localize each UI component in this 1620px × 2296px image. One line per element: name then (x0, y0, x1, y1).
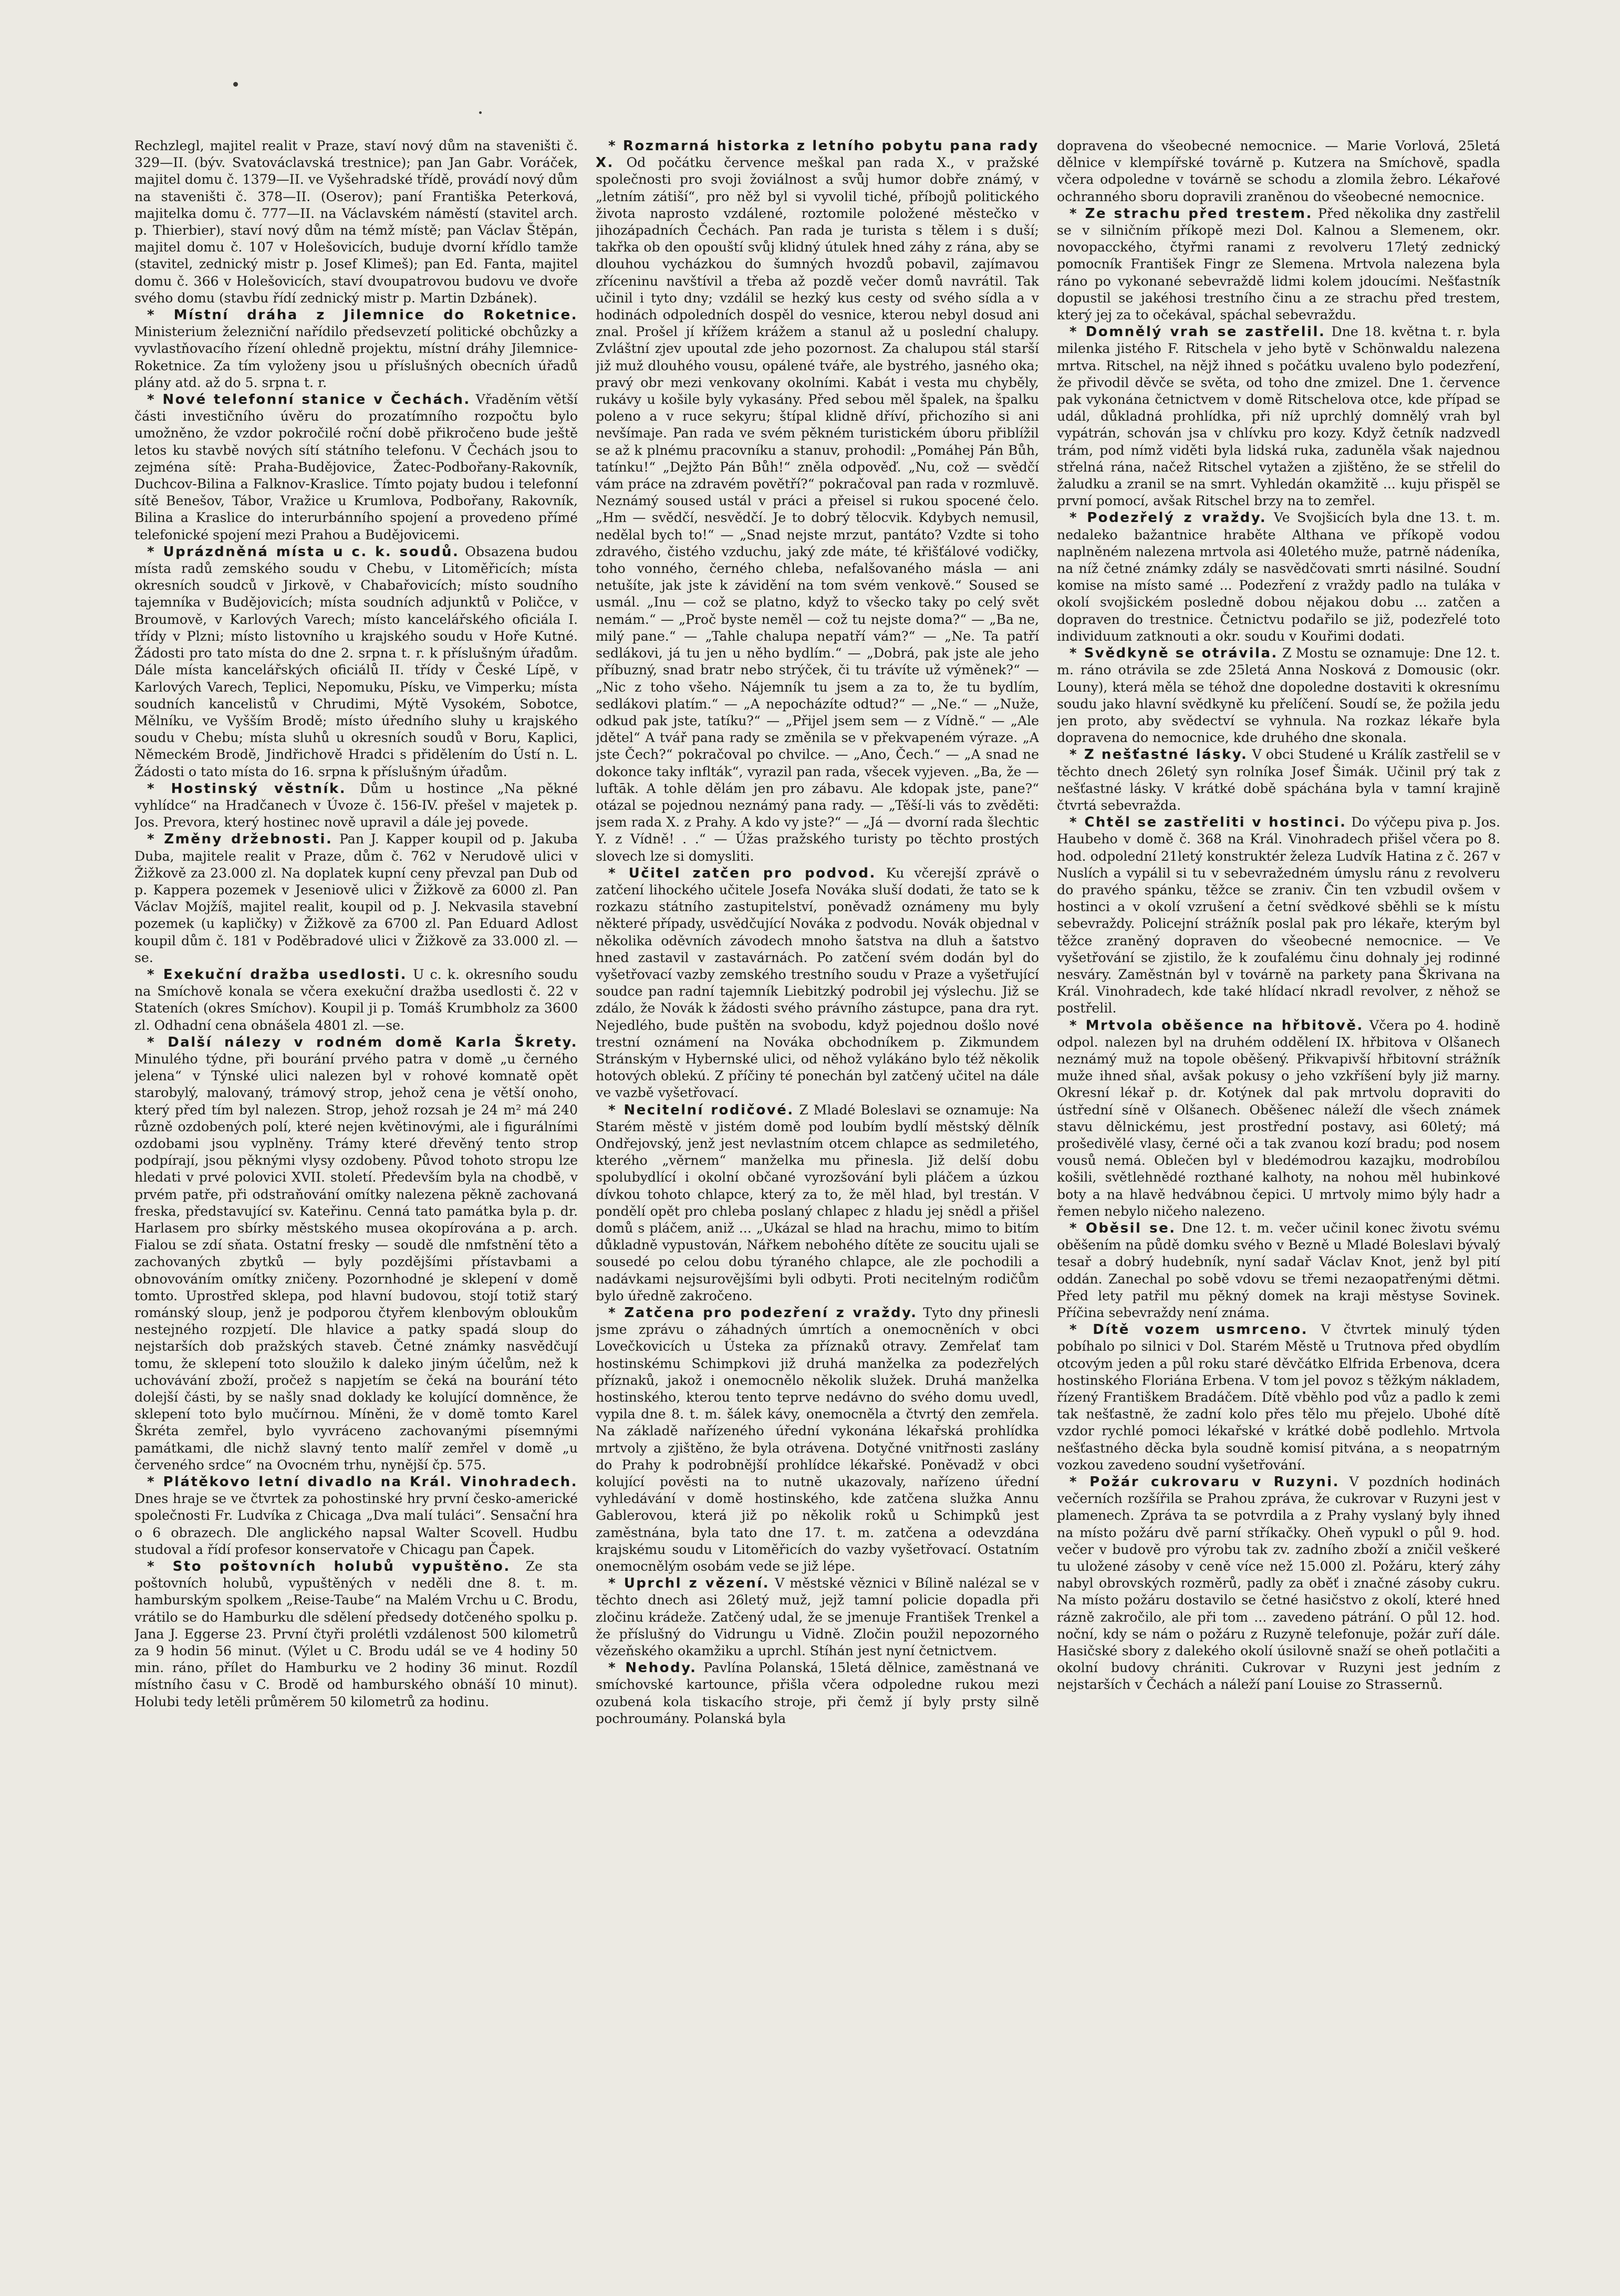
article-body: Včera po 4. hodině odpol. nalezen byl na druhém oddělení IX. hřbitova v Olšanech neznámý muž na topole oběšený. Přikvapivší hřbitovní strážník muže ihned sňal, avšak pokusy o jeho vzkříšení byly již marny. Okresní lékař p. dr. Kotýnek dal pak mrtvolu dopraviti do ústřední síně v Olšanech. Oběšenec náleží dle všech známek stavu dělnickému, jest prostřední postavy, asi 60letý; má prošedivělé vlasy, černé oči a tak zvanou kozí bradu; pod nosem vousů nemá. Oblečen byl v bledémodrou kazajku, modrobílou košili, světlehnědé rozthané kalhoty, na nohou měl hubinkové boty a na hlavě hedvábnou čepici. U mrtvoly mimo býly hadr a řemen nebylo ničeho nalezeno. (1057, 1017, 1500, 1219)
article-body: Pavlína Polanská, 15letá dělnice, zaměstnaná ve smíchovské kartounce, přišla včera odpoledne rukou mezi ozubená kola tiskacího stroje, při čemž jí byly prsty silně pochroumány. Polanská byla (596, 1660, 1039, 1726)
column-3 (1057, 138, 1500, 2233)
article-heading: * Oběsil se. (1069, 1220, 1176, 1236)
article-heading: * Zatčena pro podezření z vraždy. (608, 1305, 918, 1321)
article (134, 780, 578, 831)
article-heading: * Učitel zatčen pro podvod. (608, 865, 876, 881)
article-heading: * Hostinský věstník. (147, 781, 346, 797)
article-heading: * Změny držebnosti. (147, 831, 333, 847)
article-body: dopravena do všeobecné nemocnice. — Marie Vorlová, 25letá dělnice v klempířské továrně p. Kutzera na Smíchově, spadla včera odpoledne v továrně se schodu a zlomila žebro. Lékařové ochranného sboru dopravili zraněnou do všeobecné nemocnice. (1057, 138, 1500, 204)
article (134, 391, 578, 544)
article (134, 966, 578, 1034)
article-body: V obci Studené u Králík zastřelil se v těchto dnech 26letý syn rolníka Josef Šimák. Učinil prý tak z nešťastné lásky. V krátké době spáchána byla v tamní krajině čtvrtá sebevražda. (1057, 747, 1500, 813)
article-body: Ve Svojšicích byla dne 13. t. m. nedaleko bažantnice hraběte Althana ve příkopě vodou naplněném nalezena mrtvola asi 40letého muže, patrně nádeníka, na níž četné známky zdály se nasvědčovati smrti násilné. Soudní komise na místo samé ... Podezření z vraždy padlo na tuláka v okolí svojšickém posledně dobou nějakou dobu ... zatčen a dopraven do trestnice. Četnictvu podařilo se již, podezřelé toto individuum zatknouti a okr. soudu v Kouřimi dodati. (1057, 510, 1500, 644)
article-heading: * Další nálezy v rodném domě Karla Škrety. (147, 1035, 578, 1050)
article (1057, 138, 1500, 205)
article-heading: * Nové telefonní stanice v Čechách. (147, 392, 471, 408)
article (134, 1474, 578, 1558)
article-body: Minulého týdne, při bourání prvého patra v domě „u černého jelena“ v Týnské ulici nalezen byl v rohové komnatě opět starobylý, malovaný, trámový strop, jehož cena je větší onoho, který před tím byl nalezen. Strop, jehož rozsah je 24 m² má 240 různě ozdobených polí, které nejen květinovými, ale i figurálními ozdobami jsou vyplněny. Trámy které dřevěný tento strop podpírají, jsou pěknými vlysy ozdobeny. Původ tohoto stropu lze hledati v prvé polovici XVII. století. Především byla na chodbě, v prvém patře, při odstraňování omítky nalezena pěkně zachovaná freska, představující sv. Kateřinu. Cenná tato památka byla p. dr. Harlasem pro sbírky městského musea okopírována a p. arch. Fialou se zdí sňata. Ostatní fresky — soudě dle nmfstnění těto a zachovaných zbytků — byly pozdějšími přístavbami a obnovováním omítky zničeny. Pozornhodné je sklepení v domě tomto. Uprostřed sklepa, pod hlavní budovou, stojí totiž starý románský sloup, jenž je podporou čtyřem klenbovým obloukům nestejného rozpjetí. Dle hlavice a patky spadá sloup do nejstarších dob pražských staveb. Četné známky nasvědčují tomu, že sklepení toto sloužilo k daleko jiným účelům, než k uchovávání zboží, pročež s napjetím se čeká na bourání této dolejší části, by se našly snad doklady ke kolující domněnce, že sklepení toto bylo mučírnou. Míněni, že v domě tomto Karel Škréta zemřel, bylo vyvráceno zachovanými písemnými památkami, dle nichž slavný tento malíř zemřel v domě „u červeného srdce“ na Ovocném trhu, nynější čp. 575. (134, 1051, 578, 1473)
article (1057, 509, 1500, 645)
article (596, 138, 1039, 865)
article (1057, 205, 1500, 323)
article-heading: * Uprchl z vězení. (608, 1575, 770, 1591)
article-body: Před několika dny zastřelil se v silničním příkopě mezi Dol. Kalnou a Slemenem, okr. novopacckého, čtyřmi ranami z revolveru 17letý zednický pomocník František Fingr ze Slemena. Mrtvola nalezena byla ráno po vykonané sebevraždě lidmi kolem jdoucími. Nešťastník dopustil se jakéhosi trestního činu a ze strachu před trestem, který jej za to očekával, spáchal sebevraždu. (1057, 205, 1500, 323)
article-heading: * Exekuční dražba usedlosti. (147, 967, 407, 983)
article-body: Tyto dny přinesli jsme zprávu o záhadných úmrtích a onemocněních v obci Lovečkovicích u Ústeka za příznaků otravy. Zemřelať tam hostinskému Schimpkovi již druhá manželka za podezřelých příznaků, jakož i onemocnělo několik služek. Druhá manželka hostinského, kterou tento teprve nedávno do svého domu uvedl, vypila dne 8. t. m. šálek kávy, onemocněla a čtvrtý den zemřela. Na základě nařízeného úřední vykonána lékařská prohlídka mrtvoly a zjištěno, že byla otrávena. Dotyčné vnitřnosti zaslány do Prahy k podrobnější prohlídce lékařské. Poněvadž v obci kolující pověsti na to nutně ukazovaly, nařízeno úřední vyhledávání v domě hostinského, kde zatčena služka Annu Gablerovou, která již po několik roků u Schimpků jest zaměstnána, byla tato dne 17. t. m. zatčena a odevzdána krajskému soudu v Litoměřicích do vazby vyšetřovací. Ostatním onemocnělým osobám vede se již lépe. (596, 1305, 1039, 1574)
article (1057, 1220, 1500, 1321)
article (596, 1304, 1039, 1575)
article (1057, 1321, 1500, 1474)
article-heading: * Plátěkovo letní divadlo na Král. Vinohradech. (147, 1474, 578, 1490)
article-body: Z Mostu se oznamuje: Dne 12. t. m. ráno otrávila se zde 25letá Anna Nosková z Domousic (okr. Louny), která měla se téhož dne dopoledne dostaviti k okresnímu soudu jako hlavní svědkyně ku přelíčení. Soudí se, že požila jedu jen proto, aby svědectví se vyhnula. Na rozkaz lékaře byla dopravena do nemocnice, kde druhého dne skonala. (1057, 645, 1500, 746)
article-body: Vřaděním větší části investičního úvěru do prozatímního rozpočtu bylo umožněno, že vzdor pokročilé roční době přikročeno bude ještě letos ku stavbě nových sítí státního telefonu. V Čechách jsou to zejména sítě: Praha-Budějovice, Žatec-Podbořany-Rakovník, Duchcov-Bilina a Falknov-Kraslice. Tímto pojaty budou i telefonní sítě Benešov, Tábor, Vražice u Krumlova, Podbořany, Rakovník, Bilina a Kraslice do interurbánního spojení a provedeno přímé telefonické spojení mezi Prahou a Budějovicemi. (134, 392, 578, 542)
article-heading: * Svědkyně se otrávila. (1069, 645, 1278, 661)
article-heading: * Dítě vozem usmrceno. (1069, 1322, 1308, 1338)
article (1057, 323, 1500, 509)
article-body: V městské věznici v Bílině nalézal se v těchto dnech asi 26letý muž, jejž tamní policie dopadla při zločinu krádeže. Zatčený udal, že se jmenuje František Trenkel a že příslušný do Vidrungu u Vidně. Zločin použil nepozorného vězeňského okamžiku a uprchl. Stíhán jest nyní četnictvem. (596, 1575, 1039, 1659)
article-heading: * Místní dráha z Jilemnice do Roketnice. (147, 307, 578, 323)
article-heading: * Uprázdněná místa u c. k. soudů. (147, 544, 459, 560)
article (134, 1034, 578, 1474)
article-body: Do výčepu piva p. Jos. Haubeho v domě č. 368 na Král. Vinohradech přišel včera po 8. hod. odpolední 21letý konstruktér železa Ludvík Hatina z č. 267 v Nuslích a vypálil si tu v sebevražedném úmyslu ránu z revolveru do pravého spánku, těžce se zraniv. Čin ten vzbudil ovšem v hostinci a v okolí vzrušení a četní svědkové sběhli se k místu sebevraždy. Policejní strážník poslal pak pro lékaře, kterým byl těžce zraněný dopraven do všeobecné nemocnice. — Ve vyšetřování se zjistilo, že k zoufalému činu dohnaly jej rodinné nesváry. Zaměstnán byl v továrně na parkety pana Škrivana na Král. Vinohradech, kde také hlídací nkradl revolver, z něhož se postřelil. (1057, 815, 1500, 1016)
article-body: V čtvrtek minulý týden pobíhalo po silnici v Dol. Starém Městě u Trutnova před obydlím otcovým jeden a půl roku staré děvčátko Elfrida Erbenova, dcera hostinského Floriána Erbena. V tom jel povoz s těžkým nákladem, řízený Františkem Bradáčem. Dítě vběhlo pod vůz a padlo k zemi tak nešťastně, že zadní kolo přes tělo mu přejelo. Ubohé dítě vzdor rychlé pomoci lékařské v krátké době podlehlo. Mrtvola nešťastného děcka byla soudně komisí pitvána, a s neopatrným vozkou zavedeno soudní vyšetřování. (1057, 1322, 1500, 1473)
article (596, 1102, 1039, 1304)
article-body: Dne 12. t. m. večer učinil konec životu svému oběšením na půdě domku svého v Bezně u Mladé Boleslavi bývalý tesař a dobrý hudebník, nyní sadař Václav Knot, jenž byl pití oddán. Zanechal po sobě vdovu se třemi nezaopatřenými dětmi. Před lety patřil mu pěkný domek na kraji městyse Sovinek. Příčina sebevraždy není známa. (1057, 1220, 1500, 1321)
article (134, 1558, 578, 1710)
article-body: V pozdních hodinách večerních rozšířila se Prahou zpráva, že cukrovar v Ruzyni jest v plamenech. Zpráva ta se potvrdila a z Prahy vyslaný byly ihned na místo požáru dvě parní stříkačky. Oheň vypukl o půl 9. hod. večer v budově pro výrobu tak zv. zadního zboží a zničil veškeré tu uložené zásoby v ceně více než 15.000 zl. Požáru, který záhy nabyl obrovských rozměrů, padly za oběť i značné zásoby cukru. Na místo požáru dostavilo se četné hasičstvo z okolí, které hned rázně zakročilo, ale při tom ... zavedeno pátrání. O půl 12. hod. noční, kdy se nám o požáru z Ruzyně telefonuje, požár zuří dále. Hasičské sbory z dalekého okolí úsilovně snaží se oheň potlačiti a okolní budovy chrániti. Cukrovar v Ruzyni jest jedním z nejstarších v Čechách a náleží paní Louise zo Strassernů. (1057, 1474, 1500, 1693)
article-body: Pan J. Kapper koupil od p. Jakuba Duba, majitele realit v Praze, dům č. 762 v Nerudově ulici v Žižkově za 23.000 zl. Na doplatek kupní ceny převzal pan Dub od p. Kappera pozemek v Jeseniově ulici v Žižkově za 6000 zl. Pan Václav Mojžíš, majitel realit, koupil od p. J. Nekvasila stavební pozemek (u kapličky) v Žižkově za 6700 zl. Pan Eduard Adlost koupil dům č. 181 v Poděbradové ulici v Žižkově za 33.000 zl. —se. (134, 831, 578, 965)
article (596, 1575, 1039, 1660)
article-body: U c. k. okresního soudu na Smíchově konala se včera exekuční dražba usedlosti č. 22 v Stateních (okres Smíchov). Koupil ji p. Tomáš Krumbholz za 3600 zl. Odhadní cena obnášela 4801 zl. —se. (134, 966, 578, 1033)
article (596, 865, 1039, 1102)
article-body: Od počátku července meškal pan rada X., v pražské společnosti pro svoji žoviálnost a svůj humor dobře známý, v „letním zátiší“, pro něž byl si vyvolil tiché, příbojů politického života naprosto vzdálené, roztomile položené městečko v jihozápadních Čechách. Pan rada je turista s tělem i s duší; takřka ob den opouští svůj klidný útulek hned záhy z rána, aby se dlouhou vycházkou do šumných hvozdů pobavil, zajímavou zříceninu navštívil a třeba až pozdě večer domů navrátil. Tak učinil i tyto dny; vzdálil se hezký kus cesty od svého sídla a v hodinách odpoledních dospěl do vesnice, kterou nebyl dosud ani znal. Prošel jí křížem krážem a stanul až u poslední chalupy. Zvláštní zjev upoutal zde jeho pozornost. Za chalupou stál starší již muž dlouhého vousu, opálené tváře, ale bystrého, jasného oka; pravý obr mezi venkovany okolními. Kabát i vesta mu chyběly, rukávy u košile byly vykasány. Před sebou měl špalek, na špalku poleno a v ruce sekyru; štípal klidně dříví, přichozího si ani nevšímaje. Pan rada ve svém pěkném turistickém úboru přiblížil se až k plnému pracovníku a stanuv, prohodil: „Pomáhej Pán Bůh, tatínku!“ „Dejžto Pán Bůh!“ zněla odpověď. „Nu, což — svědčí vám práce na zdravém povětří?“ pokračoval pan rada v rozmluvě. Neznámý soused ustál v práci a přeisel si rukou spocené čelo. „Hm — svědčí, nesvědčí. Je to dobrý tělocvik. Kdybych nemusil, nedělal bych to!“ — „Snad nejste mrzut, pantáto? Vzdte si toho zdravého, čistého vzduchu, jaký zde máte, té křišťálové vodičky, toho vonného, černého chleba, nefalšovaného másla — ani netušíte, jak jste k závidění na tom svém venkově.“ Soused se usmál. „Inu — což se platno, když to všecko taky po celý svět nemám.“ — „Proč byste neměl — což tu nejste doma?“ — „Ba ne, milý pane.“ — „Tahle chalupa nepatří vám?“ — „Ne. Ta patří sedlákovi, já tu jen u něho bydlím.“ — „Dobrá, pak jste ale jeho příbuzný, snad bratr nebo strýček, či tu trávíte už výměnek?“ — „Nic z toho všeho. Nájemník tu jsem a za to, že tu bydlím, sedlákovi platím.“ — „A nepocházíte odtud?“ — „Ne.“ — „Nuže, odkud pak jste, tatíku?“ — „Přijel jsem sem — z Vídně.“ — „Ale jdětel“ A tvář pana rady se změnila se v překvapeném výraze. „A jste Čech?“ pokračoval po chvilce. — „Ano, Čech.“ — „A snad ne dokonce taky inflták“, vyrazil pan rada, všecek vyjeven. „Ba, že — luftāk. A tohle dělám jen pro zábavu. Ale kdopak jste, pane?“ otázal se pojednou neznámý pana rady. — „Těší-li vás to zvěděti: jsem rada X. z Prahy. A kdo vy jste?“ — „Já — dvorní rada šlechtic Y. z Vídně! . .“ — Úžas pražského turisty po těchto prostých slovech lze si domysliti. (596, 155, 1039, 864)
article (1057, 746, 1500, 814)
article (596, 1660, 1039, 1727)
text-columns (134, 138, 1500, 2233)
article-heading: * Chtěl se zastřeliti v hostinci. (1069, 815, 1347, 830)
article (1057, 1017, 1500, 1220)
article-heading: * Z nešťastné lásky. (1069, 747, 1248, 763)
margin-dot (233, 82, 238, 87)
article-heading: * Požár cukrovaru v Ruzyni. (1069, 1474, 1339, 1490)
article-heading: * Ze strachu před trestem. (1069, 206, 1313, 222)
article-body: Rechzlegl, majitel realit v Praze, staví nový dům na staveništi č. 329—II. (býv. Svatováclavská trestnice); pan Jan Gabr. Voráček, majitel domu č. 1379—II. ve Vyšehradské třídě, provádí nový dům na staveništi č. 378—II. (Oserov); paní Františka Peterková, majitelka domu č. 777—II. na Václavském náměstí (stavitel arch. p. Thierbier), staví nový dům na témž místě; pan Václav Štěpán, majitel domu č. 107 v Holešovicích, buduje dvorní křídlo tamže (stavitel, zednický mistr p. Josef Klimeš); pan Ed. Fanta, majitel domu č. 366 v Holešovicích, staví dvoupatrovou budovu ve dvoře svého domu (stavbu řídí zednický mistr p. Martin Dzbánek). (134, 138, 578, 306)
article-heading: * Sto poštovních holubů vypuštěno. (147, 1559, 511, 1574)
article-heading: * Rozmarná historka z letního pobytu pana rady X. (596, 138, 1039, 171)
article-body: Dnes hraje se ve čtvrtek za pohostinské hry první česko-americké společnosti Fr. Ludvíka z Chicaga „Dva malí tuláci“. Sensační hra o 6 obrazech. Dle anglického napsal Walter Scovell. Hudbu studoval a řídí profesor konservatoře v Chicagu pan Čapek. (134, 1491, 578, 1557)
article-body: Ze sta poštovních holubů, vypuštěných v neděli dne 8. t. m. hamburským spolkem „Reise-Taube“ na Malém Vrchu u C. Brodu, vrátilo se do Hamburku dle sdělení předsedy dotčeného spolku p. Jana J. Eggerse 23. První čtyři prolétli vzdálenost 500 kilometrů za 9 hodin 56 minut. (Výlet u C. Brodu udál se ve 4 hodiny 50 min. ráno, přílet do Hamburku ve 2 hodiny 36 minut. Rozdíl místního času v C. Brodě od hamburského obnáší 10 minut). Holubi tedy letěli průměrem 50 kilometrů za hodinu. (134, 1559, 578, 1709)
article-body: Dne 18. května t. r. byla milenka jistého F. Ritschela v jeho bytě v Schönwaldu nalezena mrtva. Ritschel, na nějž ihned s počátku uvaleno bylo podezření, že přivodil děvče se světa, od toho dne zmizel. Dne 1. července pak vykonána četnictvem v domě Ritschelova otce, kde případ se udál, důkladná prohlídka, při níž uprchlý domnělý vrah byl vypátrán, schován jsa v chlívku pro kozy. Když četník nadzvedl trám, pod nímž viděti byla lidská ruka, zaduněla však najednou střelná rána, načež Ritschel vytažen a zjištěno, že se střelil do žaludku a zranil se na smrt. Vyhledán okamžitě ... kuju přispěl se první pomocí, avšak Ritschel brzy na to zemřel. (1057, 324, 1500, 509)
column-1 (134, 138, 578, 2233)
article (1057, 645, 1500, 746)
article (134, 307, 578, 391)
article-heading: * Necitelní rodičové. (608, 1102, 794, 1118)
article-heading: * Nehody. (608, 1660, 697, 1676)
article-body: Z Mladé Boleslavi se oznamuje: Na Starém městě v jistém domě pod loubím bydlí městský dělník Ondřejovský, jenž jest nevlastním otcem chlapce as sedmiletého, kterého „věrnem“ manželka mu přinesla. Již delší dobu spolubydlící i okolní občané vyrozšování byli pláčem a úzkou dívkou tohoto chlapce, který za to, že měl hlad, byl trestán. V pondělí opět pro chleba poslaný chlapec z hladu jej snědl a přišel domů s pláčem, aniž ... „Ukázal se hlad na hrachu, mimo to bitím důkladně vypustován, Nářkem nebohého dítěte ze soucitu ujali se sousedé po celou dobu týraného chlapce, ale zle pochodili a nadávkami nejsurovějšími byli odbyti. Proti necitelným rodičům bylo úředně zakročeno. (596, 1102, 1039, 1303)
article-heading: * Podezřelý z vraždy. (1069, 510, 1266, 526)
article (134, 544, 578, 780)
article-heading: * Domnělý vrah se zastřelil. (1069, 324, 1325, 340)
column-2 (596, 138, 1039, 2233)
article-body: Ministerium železniční nařídilo předsevzetí politické obchůzky a vyvlastňovacího řízení ohledně projektu, místní dráhy Jilemnice-Roketnice. Za tím vyloženy jsou u příslušných obecních úřadů plány atd. až do 5. srpna t. r. (134, 324, 578, 390)
article-body: Obsazena budou místa radů zemského soudu v Chebu, v Litoměřicích; místa okresních soudců v Jirkově, v Chabařovicích; místo soudního tajemníka v Budějovicích; místa soudních adjunktů v Poličce, v Broumově, v Karlových Varech; místo kancelářského oficiála I. třídy v Plzni; místo listovního u krajského soudu v Hoře Kutné. Žádosti pro tato místa do dne 2. srpna t. r. k příslušným úřadům. Dále místa kancelářských oficiálů II. třídy v České Lípě, v Karlových Varech, Teplici, Nepomuku, Písku, ve Vimperku; místa soudních kancelistů v Chrudimi, Mýtě Vysokém, Sobotce, Mělníku, ve Vyšším Brodě; místo úředního sluhy u krajského soudu v Chebu; místa sluhů u okresních soudů v Boru, Kaplici, Německém Brodě, Jindřichově Hradci s přidělením do Ústí n. L. Žádosti o tato místa do 16. srpna k příslušným úřadům. (134, 544, 578, 779)
article-body: Dům u hostince „Na pěkné vyhlídce“ na Hradčanech v Úvoze č. 156-IV. přešel v majetek p. Jos. Prevora, který hostinec nově upravil a dále jej povede. (134, 780, 578, 830)
article-body: Ku včerejší zprávě o zatčení lihockého učitele Josefa Nováka sluší dodati, že tato se k rozkazu státního zastupitelství, poněvadž oznámeny mu byly některé případy, usvědčující Nováka z podvodu. Novák objednal v několika oděvních závodech mnoho šatstva na dluh a šatstvo hned zastavil v zastavárnách. Po zatčení svém dodán byl do vyšetřovací vazby zemského trestního soudu v Praze a vyšetřující soudce pan radní tajemník Liebitzký podrobil jej výslechu. Již se zdálo, že Novák k žádosti svého právního zástupce, pana dra ryt. Nejedlého, bude puštěn na svobodu, když pojednou došlo nové trestní oznámení na Nováka obchodníkem p. Zikmundem Stránským v Hybernské ulici, od něhož vylákáno bylo též několik hotových oblekú. Z příčiny té ponechán byl zatčený učitel na dále ve vazbě vyšetřovací. (596, 865, 1039, 1101)
article (1057, 1474, 1500, 1694)
article (134, 831, 578, 966)
article-heading: * Mrtvola oběšence na hřbitově. (1069, 1018, 1364, 1034)
article (1057, 814, 1500, 1017)
article (134, 138, 578, 307)
margin-dot (479, 111, 482, 114)
